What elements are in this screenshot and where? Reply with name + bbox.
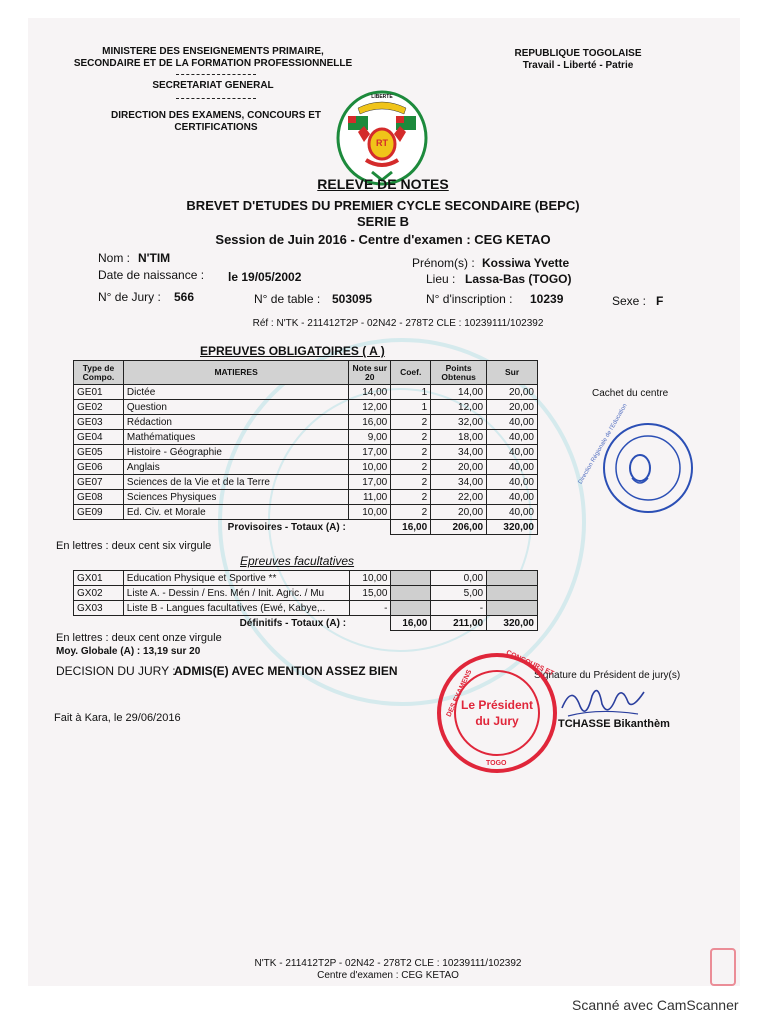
sexe-value: F — [656, 294, 664, 308]
camscanner-watermark: Scanné avec CamScanner — [572, 997, 739, 1013]
cell-points: 32,00 — [431, 415, 487, 430]
cell-matiere: Histoire - Géographie — [123, 445, 348, 460]
header-note: Note sur 20 — [349, 361, 391, 385]
cell-matiere: Liste A. - Dessin / Ens. Mén / Init. Agric. / Mu — [123, 586, 349, 601]
lieu-value: Lassa-Bas (TOGO) — [465, 272, 572, 286]
table-row — [74, 385, 538, 400]
facultatives-table — [73, 570, 538, 631]
cell-sur: 40,00 — [487, 475, 538, 490]
session: Session de Juin 2016 - Centre d'examen : CEG KETAO — [215, 232, 551, 247]
cell-points: 0,00 — [431, 571, 487, 586]
cell-points: 12,00 — [431, 400, 487, 415]
inscription-value: 10239 — [530, 292, 564, 306]
fait-a: Fait à Kara, le 29/06/2016 — [54, 712, 181, 724]
emblem-ribbon: LIBERTE — [371, 94, 393, 100]
cell-coef: 1 — [391, 385, 431, 400]
cell-sur: 40,00 — [487, 415, 538, 430]
cell-sur — [487, 601, 538, 616]
header-coef: Coef. — [391, 361, 431, 385]
cell-points: 5,00 — [431, 586, 487, 601]
header-points: Points Obtenus — [431, 361, 487, 385]
cell-coef: 2 — [391, 415, 431, 430]
cell-points: 18,00 — [431, 430, 487, 445]
cell-coef: 2 — [391, 490, 431, 505]
cell-note: 17,00 — [349, 475, 391, 490]
obligatoires-title: EPREUVES OBLIGATOIRES ( A ) — [200, 344, 385, 358]
facultatives-total-points: 211,00 — [431, 616, 487, 631]
naissance-value: le 19/05/2002 — [228, 270, 302, 284]
cell-code: GE08 — [74, 490, 124, 505]
obligatoires-lettres: En lettres : deux cent six virgule — [56, 540, 212, 552]
header-sur: Sur — [487, 361, 538, 385]
cell-points: - — [431, 601, 487, 616]
prenom-value: Kossiwa Yvette — [482, 256, 570, 270]
cell-coef: 2 — [391, 475, 431, 490]
cell-code: GE03 — [74, 415, 124, 430]
cell-code: GE06 — [74, 460, 124, 475]
facultatives-lettres: En lettres : deux cent onze virgule — [56, 632, 222, 644]
cell-sur: 20,00 — [487, 385, 538, 400]
facultatives-total-label: Définitifs - Totaux (A) : — [239, 617, 347, 629]
cell-coef: 2 — [391, 460, 431, 475]
cell-coef — [391, 601, 431, 616]
nom-value: N'TIM — [138, 251, 171, 265]
motto: Travail - Liberté - Patrie — [522, 60, 634, 71]
table-row — [74, 415, 538, 430]
cell-coef: 1 — [391, 400, 431, 415]
obligatoires-total-sur: 320,00 — [487, 520, 538, 535]
cell-points: 22,00 — [431, 490, 487, 505]
reference-line: Réf : N'TK - 211412T2P - 02N42 - 278T2 CLE : 10239111/102392 — [252, 318, 544, 329]
stamp-line1: Le Président — [460, 698, 534, 712]
cell-code: GE04 — [74, 430, 124, 445]
serie: SERIE B — [356, 214, 409, 229]
stamp-outer-bottom: TOGO — [486, 760, 507, 767]
cell-code: GX03 — [74, 601, 124, 616]
stamp-outer-left: DES EXAMENS — [445, 668, 474, 719]
moyenne-globale: Moy. Globale (A) : 13,19 sur 20 — [56, 646, 201, 657]
cell-matiere: Question — [123, 400, 348, 415]
cell-matiere: Liste B - Langues facultatives (Ewé, Kabye,.. — [123, 601, 349, 616]
obligatoires-total-row — [74, 520, 538, 535]
cell-matiere: Sciences Physiques — [123, 490, 348, 505]
cell-matiere: Anglais — [123, 460, 348, 475]
cell-code: GE02 — [74, 400, 124, 415]
table-label: N° de table : — [254, 292, 321, 306]
footer-centre: Centre d'examen : CEG KETAO — [317, 970, 459, 981]
obligatoires-total-points: 206,00 — [431, 520, 487, 535]
cell-coef — [391, 586, 431, 601]
table-value: 503095 — [332, 292, 373, 306]
cell-code: GE05 — [74, 445, 124, 460]
decision-value: ADMIS(E) AVEC MENTION ASSEZ BIEN — [174, 664, 398, 678]
cell-note: 10,00 — [349, 571, 391, 586]
cell-note: 16,00 — [349, 415, 391, 430]
jury-value: 566 — [174, 290, 195, 304]
cell-coef: 2 — [391, 505, 431, 520]
cell-matiere: Ed. Civ. et Morale — [123, 505, 348, 520]
cell-matiere: Mathématiques — [123, 430, 348, 445]
cell-coef — [391, 571, 431, 586]
president-name: TCHASSE Bikanthèm — [558, 718, 670, 730]
obligatoires-total-coef: 16,00 — [391, 520, 431, 535]
cell-sur: 40,00 — [487, 445, 538, 460]
cell-sur: 40,00 — [487, 490, 538, 505]
cachet-label: Cachet du centre — [592, 388, 669, 399]
cell-code: GE07 — [74, 475, 124, 490]
cell-note: 14,00 — [349, 385, 391, 400]
cell-note: 11,00 — [349, 490, 391, 505]
table-row — [74, 505, 538, 520]
cell-sur — [487, 586, 538, 601]
stamp-line2: du Jury — [475, 714, 519, 728]
document-page — [28, 18, 740, 986]
cell-note: 10,00 — [349, 460, 391, 475]
direction-line2: CERTIFICATIONS — [174, 122, 258, 133]
cell-points: 34,00 — [431, 475, 487, 490]
cell-points: 34,00 — [431, 445, 487, 460]
obligatoires-table — [73, 360, 538, 535]
secretariat: SECRETARIAT GENERAL — [152, 80, 274, 91]
header-type: Type de Compo. — [74, 361, 124, 385]
edge-stamp-mark — [710, 948, 736, 986]
facultatives-total-row — [74, 616, 538, 631]
exam-title: BREVET D'ETUDES DU PREMIER CYCLE SECONDAIRE (BEPC) — [186, 198, 580, 213]
cell-sur: 40,00 — [487, 430, 538, 445]
cell-sur: 40,00 — [487, 460, 538, 475]
centre-stamp-text: Direction Régionale de l'Education — [577, 403, 629, 486]
facultatives-total-sur: 320,00 — [487, 616, 538, 631]
footer-ref: N'TK - 211412T2P - 02N42 - 278T2 CLE : 10239111/102392 — [254, 958, 522, 969]
cell-note: 10,00 — [349, 505, 391, 520]
cell-sur — [487, 571, 538, 586]
nom-label: Nom : — [98, 251, 131, 265]
cell-matiere: Education Physique et Sportive ** — [123, 571, 349, 586]
facultatives-title: Epreuves facultatives — [240, 554, 355, 568]
cell-note: 9,00 — [349, 430, 391, 445]
sexe-label: Sexe : — [612, 294, 647, 308]
prenom-label: Prénom(s) : — [412, 256, 475, 270]
cell-note: 12,00 — [349, 400, 391, 415]
cell-points: 14,00 — [431, 385, 487, 400]
cell-code: GE01 — [74, 385, 124, 400]
cell-code: GX02 — [74, 586, 124, 601]
cell-coef: 2 — [391, 430, 431, 445]
obligatoires-total-label: Provisoires - Totaux (A) : — [227, 521, 346, 533]
page-title: RELEVE DE NOTES — [317, 176, 449, 192]
naissance-label: Date de naissance : — [98, 268, 205, 282]
cell-note: 15,00 — [349, 586, 391, 601]
table-row — [74, 586, 538, 601]
coat-of-arms-icon — [334, 86, 430, 186]
table-row — [74, 475, 538, 490]
jury-label: N° de Jury : — [98, 290, 161, 304]
table-row — [74, 400, 538, 415]
decision-label: DECISION DU JURY : — [56, 664, 176, 678]
header-matiere: MATIERES — [123, 361, 348, 385]
cell-code: GX01 — [74, 571, 124, 586]
republic: REPUBLIQUE TOGOLAISE — [514, 48, 642, 59]
table-row — [74, 601, 538, 616]
table-header-row — [74, 361, 538, 385]
cell-points: 20,00 — [431, 460, 487, 475]
table-row — [74, 490, 538, 505]
cell-matiere: Rédaction — [123, 415, 348, 430]
lieu-label: Lieu : — [426, 272, 456, 286]
cell-sur: 40,00 — [487, 505, 538, 520]
cell-code: GE09 — [74, 505, 124, 520]
cell-sur: 20,00 — [487, 400, 538, 415]
cell-matiere: Sciences de la Vie et de la Terre — [123, 475, 348, 490]
table-row — [74, 571, 538, 586]
table-row — [74, 430, 538, 445]
table-row — [74, 445, 538, 460]
stamp-outer-top: CONCOURS ET — [504, 649, 555, 678]
ministry-line2: SECONDAIRE ET DE LA FORMATION PROFESSIONNELLE — [73, 58, 353, 69]
emblem-initials: RT — [376, 138, 388, 148]
cell-matiere: Dictée — [123, 385, 348, 400]
cell-note: - — [349, 601, 391, 616]
ministry-line1: MINISTERE DES ENSEIGNEMENTS PRIMAIRE, — [102, 46, 324, 57]
signature-label: Signature du Président de jury(s) — [534, 670, 681, 681]
cell-note: 17,00 — [349, 445, 391, 460]
cell-coef: 2 — [391, 445, 431, 460]
facultatives-total-coef: 16,00 — [391, 616, 431, 631]
cell-points: 20,00 — [431, 505, 487, 520]
table-row — [74, 460, 538, 475]
direction-line1: DIRECTION DES EXAMENS, CONCOURS ET — [110, 110, 322, 121]
inscription-label: N° d'inscription : — [426, 292, 513, 306]
